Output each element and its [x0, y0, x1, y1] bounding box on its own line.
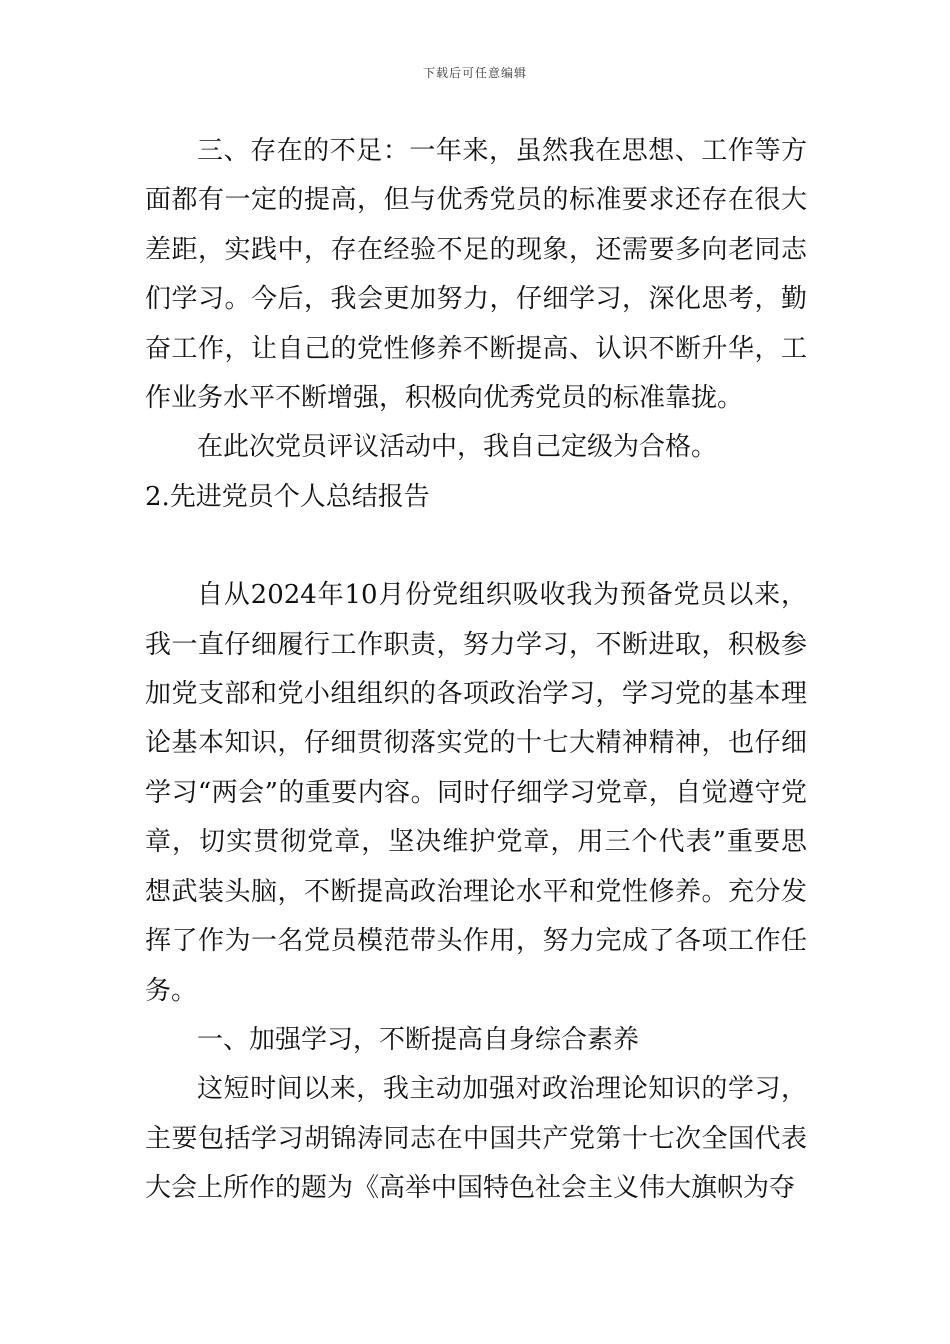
blank-line: [145, 522, 807, 571]
paragraph-introduction: 自从2024年10月份党组织吸收我为预备党员以来，我一直仔细履行工作职责，努力学习，不断进取，积极参加党支部和党小组组织的各项政治学习，学习党的基本理论基本知识，仔细贯彻落实党的十七大精神精神，也仔细学习“两会”的重要内容。同时仔细学习党章，自觉遵守党章，切实贯彻党章，坚决维护党章，用三个代表”重要思想武装头脑，不断提高政治理论水平和党性修养。充分发挥了作为一名党员模范带头作用，努力完成了各项工作任务。: [145, 580, 807, 1006]
paragraph-rating: 在此次党员评议活动中，我自己定级为合格。: [197, 432, 718, 463]
paragraph-study-details: 这短时间以来，我主动加强对政治理论知识的学习，主要包括学习胡锦涛同志在中国共产党第十七次全国代表大会上所作的题为《高举中国特色社会主义伟大旗帜为夺: [145, 1074, 807, 1204]
subheading-strengthen-study: 一、加强学习，不断提高自身综合素养: [197, 1024, 640, 1055]
paragraph-shortcomings: 三、存在的不足：一年来，虽然我在思想、工作等方面都有一定的提高，但与优秀党员的标准要求还存在很大差距，实践中，存在经验不足的现象，还需要多向老同志们学习。今后，我会更加努力，仔细学习，深化思考，勤奋工作，让自己的党性修养不断提高、认识不断升华，工作业务水平不断增强，积极向优秀党员的标准靠拢。: [145, 136, 807, 414]
document-body: [145, 127, 807, 1214]
download-note: 下载后可任意编辑: [422, 66, 527, 80]
section-heading-report: 2.先进党员个人总结报告: [145, 481, 430, 512]
